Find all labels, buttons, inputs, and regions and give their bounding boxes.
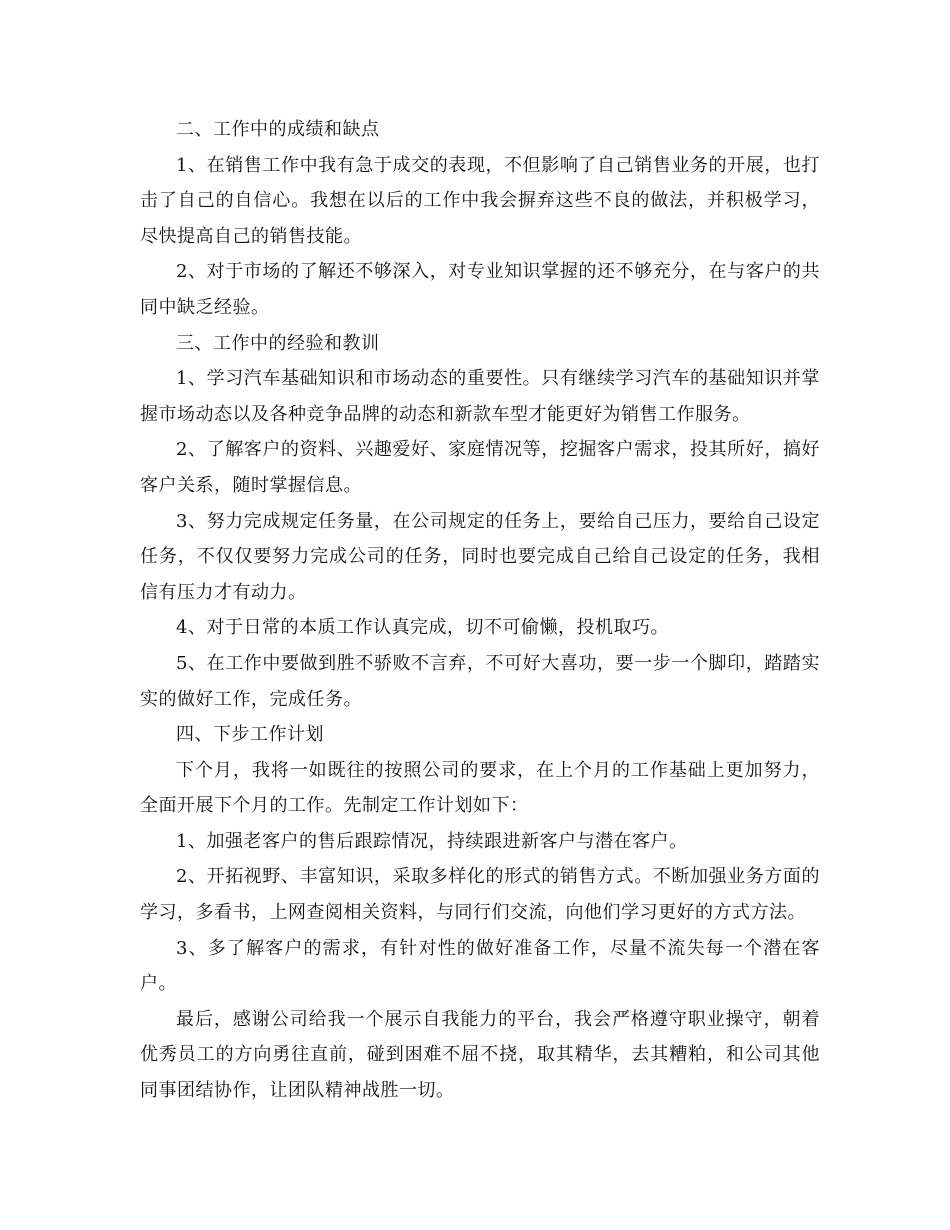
paragraph-lesson-3: 3、努力完成规定任务量，在公司规定的任务上，要给自己压力，要给自己设定任务，不仅仅要努力完成公司的任务，同时也要完成自己给自己设定的任务，我相信有压力才有动力。 [140, 510, 820, 603]
paragraph-lesson-1: 1、学习汽车基础知识和市场动态的重要性。只有继续学习汽车的基础知识并掌握市场动态以及各种竞争品牌的动态和新款车型才能更好为销售工作服务。 [140, 368, 820, 425]
document-body [140, 112, 820, 1109]
paragraph-lesson-4: 4、对于日常的本质工作认真完成，切不可偷懒，投机取巧。 [176, 617, 669, 639]
paragraph-plan-1: 1、加强老客户的售后跟踪情况，持续跟进新客户与潜在客户。 [176, 830, 688, 852]
paragraph-plan-intro: 下个月，我将一如既往的按照公司的要求，在上个月的工作基础上更加努力，全面开展下个月的工作。先制定工作计划如下： [140, 759, 820, 817]
paragraph-plan-3: 3、多了解客户的需求，有针对性的做好准备工作，尽量不流失每一个潜在客户。 [140, 937, 820, 995]
paragraph-plan-2: 2、开拓视野、丰富知识，采取多样化的形式的销售方式。不断加强业务方面的学习，多看书，上网查阅相关资料，与同行们交流，向他们学习更好的方式方法。 [140, 866, 820, 924]
paragraph-lesson-2: 2、了解客户的资料、兴趣爱好、家庭情况等，挖掘客户需求，投其所好，搞好客户关系，随时掌握信息。 [140, 439, 820, 496]
paragraph-lesson-5: 5、在工作中要做到胜不骄败不言弃，不可好大喜功，要一步一个脚印，踏踏实实的做好工作，完成任务。 [140, 652, 820, 710]
paragraph-shortcoming-2: 2、对于市场的了解还不够深入，对专业知识掌握的还不够充分，在与客户的共同中缺乏经验。 [140, 261, 820, 318]
section-heading-4: 四、下步工作计划 [176, 724, 324, 746]
section-heading-2: 二、工作中的成绩和缺点 [176, 119, 380, 140]
paragraph-shortcoming-1: 1、在销售工作中我有急于成交的表现，不但影响了自己销售业务的开展，也打击了自己的自信心。我想在以后的工作中我会摒弃这些不良的做法，并积极学习，尽快提高自己的销售技能。 [140, 154, 820, 247]
paragraph-closing: 最后，感谢公司给我一个展示自我能力的平台，我会严格遵守职业操守，朝着优秀员工的方向勇往直前，碰到困难不屈不挠，取其精华，去其糟粕，和公司其他同事团结协作，让团队精神战胜一切。 [140, 1008, 820, 1102]
section-heading-3: 三、工作中的经验和教训 [176, 332, 380, 354]
